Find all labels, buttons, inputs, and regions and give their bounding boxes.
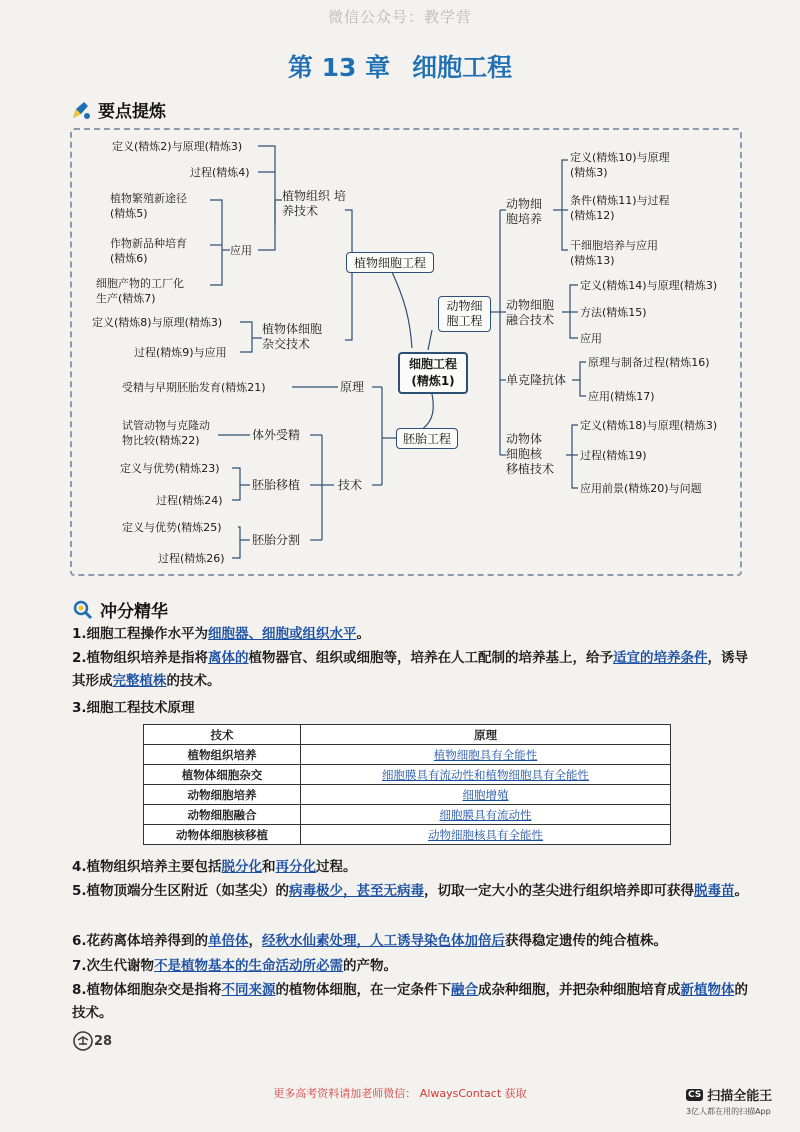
embryo-transfer-node: 胚胎移植 [252,478,301,492]
ph-definition: 定义(精炼8)与原理(精炼3) [92,316,223,329]
chapter-title [0,48,800,84]
app-item-production: 细胞产物的工厂化 生产(精炼7) [96,277,184,305]
app-item-propagation: 植物繁殖新途径 (精炼5) [110,192,187,220]
table-row: 动物细胞融合 细胞膜具有流动性 [144,805,671,825]
section-essentials-heading: 冲分精华 [72,597,168,622]
point-5: 5.植物顶端分生区附近（如茎尖）的病毒极少，甚至无病毒，切取一定大小的茎尖进行组织培养即可获得脱毒苗。 [72,883,749,899]
animal-cell-culture-node: 动物细 胞培养 [506,197,543,226]
ac-conditions: 条件(精炼11)与过程 (精炼12) [570,194,670,222]
section-key-points-heading: 要点提炼 [70,97,166,122]
point-1: 1.细胞工程操作水平为细胞器、细胞或组织水平。 [72,626,371,642]
point-8: 8.植物体细胞杂交是指将不同来源的植物体细胞，在一定条件下融合成杂种细胞，并把杂种细胞培育成新植物体的技术。 [72,982,749,1021]
split-process: 过程(精炼26) [158,552,225,565]
header-technique: 技术 [144,725,301,745]
principle-label: 原理 [340,380,365,394]
table-row: 植物体细胞杂交 细胞膜具有流动性和植物细胞具有全能性 [144,765,671,785]
nt-future: 应用前景(精炼20)与问题 [580,482,702,495]
plant-tissue-culture-node: 植物组织 培养技术 [282,189,346,218]
point-3: 3.细胞工程技术原理 [72,700,195,716]
header-principle: 原理 [301,725,671,745]
chapter-name: 细胞工程 [412,53,513,82]
footer-note: 更多高考资料请加老师微信： AlwaysContact 获取 [273,1087,527,1100]
plant-cell-engineering-node: 植物细胞工程 [346,252,434,273]
principle-text: 受精与早期胚胎发育(精炼21) [122,381,266,394]
nt-definition: 定义(精炼18)与原理(精炼3) [580,419,718,432]
ptc-process: 过程(精炼4) [190,166,250,179]
point-6: 6.花药离体培养得到的单倍体，经秋水仙素处理，人工诱导染色体加倍后获得稳定遗传的纯合植株。 [72,933,668,949]
table-row: 植物组织培养 植物细胞具有全能性 [144,745,671,765]
center-node: 细胞工程 (精炼1) [398,352,468,394]
page-number: 28 [72,1030,112,1052]
split-definition: 定义与优势(精炼25) [122,521,222,534]
af-method: 方法(精炼15) [580,306,647,319]
scanner-brand: 扫描全能王 [707,1089,773,1104]
mab-application: 应用(精炼17) [588,390,655,403]
table-row: 动物体细胞核移植 动物细胞核具有全能性 [144,825,671,845]
mab-principle: 原理与制备过程(精炼16) [588,356,710,369]
ptc-definition: 定义(精炼2)与原理(精炼3) [112,140,243,153]
magnifier-icon [72,599,94,621]
ac-definition: 定义(精炼10)与原理 (精炼3) [570,151,670,179]
point-7: 7.次生代谢物不是植物基本的生命活动所必需的产物。 [72,958,398,974]
cs-logo-icon: CS [688,1089,702,1100]
animal-cell-fusion-node: 动物细胞 融合技术 [506,298,555,327]
embryo-engineering-node: 胚胎工程 [396,428,458,449]
nuclear-transfer-node: 动物体 细胞核 移植技术 [506,432,555,476]
ivf-comparison: 试管动物与克隆动 物比较(精炼22) [122,419,210,447]
scanner-logo [686,1085,790,1117]
watermark: 微信公众号：教学营 [327,8,472,26]
technique-principle-table [143,724,671,845]
af-application: 应用 [580,332,602,345]
table-row: 动物细胞培养 细胞增殖 [144,785,671,805]
monoclonal-antibody-node: 单克隆抗体 [506,373,567,387]
table-header-row [144,725,671,745]
technique-label: 技术 [338,478,363,492]
scanner-subtitle: 3亿人都在用的扫描App [686,1107,771,1116]
animal-cell-engineering-node: 动物细 胞工程 [438,296,491,332]
ph-process: 过程(精炼9)与应用 [134,346,227,359]
af-definition: 定义(精炼14)与原理(精炼3) [580,279,718,292]
ac-stem-cells: 干细胞培养与应用 (精炼13) [570,239,658,267]
transfer-definition: 定义与优势(精炼23) [120,462,220,475]
transfer-process: 过程(精炼24) [156,494,223,507]
chapter-number: 第 13 章 [287,53,391,82]
point-2: 2.植物组织培养是指将离体的植物器官、组织或细胞等，培养在人工配制的培养基上，给予适宜的培养条件，诱导其形成完整植株的技术。 [72,650,749,689]
app-item-breeding: 作物新品种培育 (精炼6) [110,237,187,265]
app-label: 应用 [230,244,252,257]
nt-process: 过程(精炼19) [580,449,647,462]
embryo-splitting-node: 胚胎分割 [252,533,301,547]
pencil-star-icon [70,99,92,121]
point-4: 4.植物组织培养主要包括脱分化和再分化过程。 [72,859,357,875]
plant-hybrid-node: 植物体细胞 杂交技术 [262,322,323,351]
book-logo-icon [72,1030,94,1052]
ivf-node: 体外受精 [252,428,301,442]
